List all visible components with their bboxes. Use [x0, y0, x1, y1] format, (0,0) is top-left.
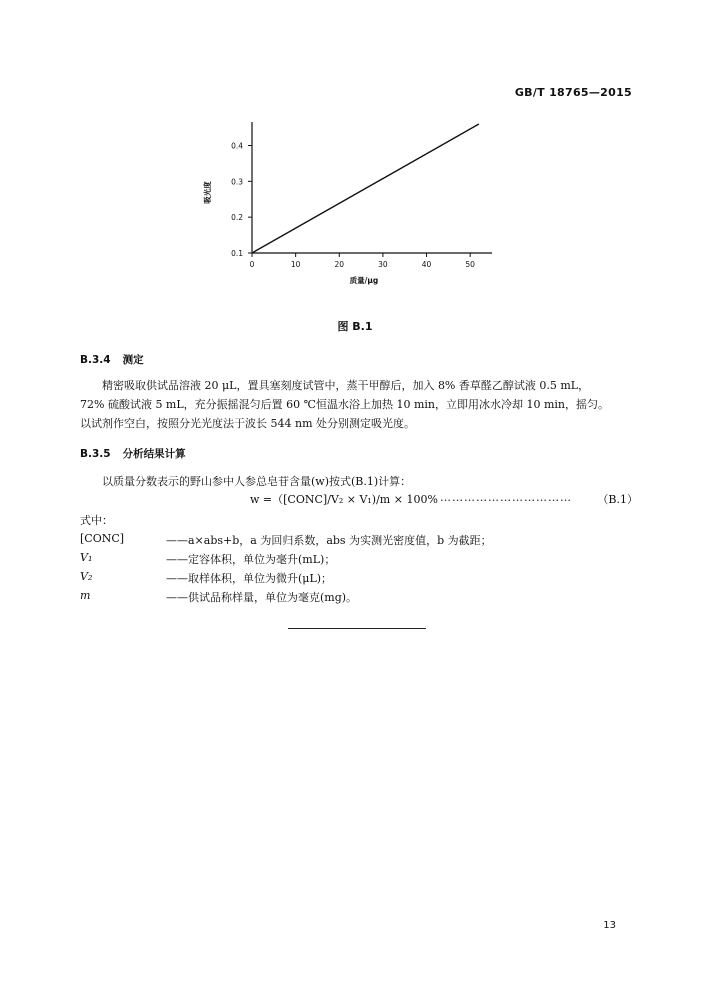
- formula-leader-dots: ……………………………: [440, 491, 572, 504]
- legend-definition: ——取样体积，单位为微升(μL)；: [166, 572, 333, 585]
- formula-b1: [80, 491, 638, 509]
- y-tick-label: 0.4: [231, 141, 243, 151]
- x-tick-label: 20: [334, 260, 345, 269]
- y-tick-label: 0.1: [231, 249, 243, 258]
- section-heading-b34: [80, 352, 144, 367]
- x-tick-label: 50: [465, 260, 475, 269]
- legend-definition: ——定容体积，单位为毫升(mL)；: [166, 553, 336, 566]
- formula-number: （B.1）: [597, 493, 638, 506]
- calibration-curve-chart: [0, 0, 710, 300]
- legend-definition: ——a×abs+b，a 为回归系数，abs 为实测光密度值，b 为截距；: [166, 534, 492, 547]
- paragraph-line: 72% 硫酸试液 5 mL，充分振摇混匀后置 60 ℃恒温水浴上加热 10 min，立即用冰水冷却 10 min，摇匀。: [80, 398, 610, 411]
- page-number: 13: [603, 920, 616, 931]
- paragraph-line: 以质量分数表示的野山参中人参总皂苷含量(w)按式(B.1)计算：: [102, 475, 412, 488]
- legend-item: [80, 532, 638, 550]
- standard-code: GB/T 18765—2015: [514, 86, 632, 99]
- legend-symbol: [CONC]: [80, 532, 125, 545]
- x-tick-label: 40: [421, 260, 432, 269]
- y-axis-label: 吸光度: [203, 181, 212, 204]
- x-tick-label: 10: [290, 260, 301, 269]
- legend-item: [80, 589, 638, 607]
- paragraph-line: 以试剂作空白，按照分光光度法于波长 544 nm 处分别测定吸光度。: [80, 417, 415, 430]
- legend-heading-text: 式中：: [80, 514, 113, 527]
- legend-heading: [80, 512, 638, 530]
- end-of-text-rule: [288, 628, 426, 629]
- section-number: B.3.5: [80, 448, 111, 460]
- legend-symbol: V₁: [80, 551, 93, 564]
- legend-symbol: V₂: [80, 570, 93, 583]
- legend-item: [80, 551, 638, 569]
- paragraph-line: 精密吸取供试品溶液 20 μL，置具塞刻度试管中，蒸干甲醇后，加入 8% 香草醛乙醇试液 0.5 mL，: [102, 379, 590, 392]
- legend-definition: ——供试品称样量，单位为毫克(mg)。: [166, 591, 358, 604]
- legend-symbol: m: [80, 589, 91, 602]
- section-heading-b35: [80, 446, 186, 461]
- x-tick-label: 30: [378, 260, 388, 269]
- x-axis-label: 质量/μg: [349, 276, 379, 285]
- x-tick-label: 0: [249, 260, 255, 269]
- section-title: 分析结果计算: [122, 448, 186, 460]
- section-number: B.3.4: [80, 354, 111, 366]
- formula-expression: w =（[CONC]/V₂ × V₁)/m × 100%: [250, 493, 438, 506]
- measurement-paragraph: [80, 376, 638, 433]
- figure-caption: 图 B.1: [337, 320, 373, 333]
- legend-item: [80, 570, 638, 588]
- calculation-intro: [80, 472, 638, 491]
- calibration-series-line: [252, 124, 479, 253]
- y-tick-label: 0.3: [231, 177, 243, 187]
- section-title: 测定: [122, 354, 144, 366]
- y-tick-label: 0.2: [231, 213, 243, 223]
